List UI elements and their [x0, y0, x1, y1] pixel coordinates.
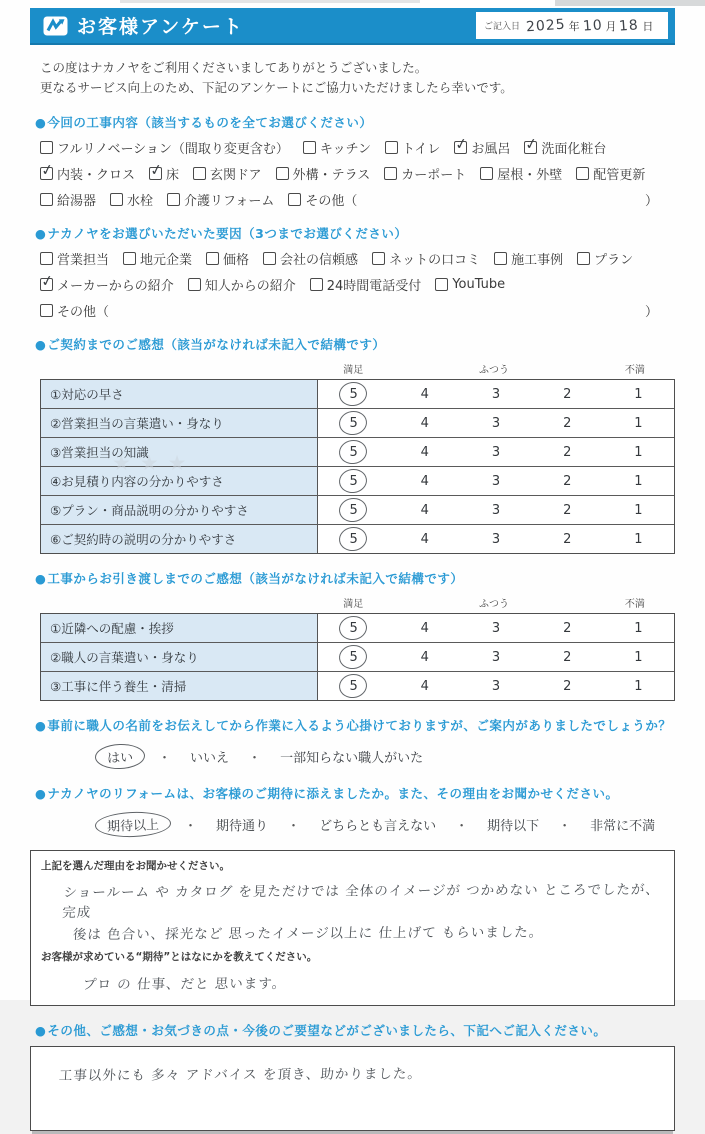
rating-cell-4[interactable]: 4: [420, 678, 429, 694]
rating-cell-1[interactable]: 1: [634, 531, 643, 547]
intro-text: [40, 58, 705, 98]
year-unit: 年: [568, 19, 580, 33]
table-row: [41, 380, 674, 408]
checkbox-option[interactable]: [372, 249, 480, 268]
option-no[interactable]: いいえ: [190, 751, 230, 766]
checkbox[interactable]: [523, 134, 540, 154]
rating-cell-2[interactable]: 2: [563, 620, 572, 636]
checkbox-option[interactable]: [303, 138, 371, 157]
rating-cell-1[interactable]: 1: [634, 473, 643, 489]
section-title-worker-notice: ●事前に職人の名前をお伝えしてから作業に入るよう心掛けておりますが、ご案内がありましたでしょうか？: [35, 718, 672, 733]
selection-circle: [337, 614, 368, 642]
table-row: [41, 614, 674, 642]
checkbox-option-other[interactable]: [40, 301, 109, 320]
checkbox-label: 玄関ドア: [210, 168, 262, 183]
rating-cell-1[interactable]: 1: [634, 386, 643, 402]
section-title-expectation: ●ナカノヤのリフォームは、お客様のご期待に添えましたか。また、その理由をお聞かせください。: [35, 786, 619, 801]
selection-circle: [337, 496, 368, 524]
section-title-table2: ●工事からお引き渡しまでのご感想（該当がなければ未記入で結構です）: [35, 571, 464, 586]
fill-date-label: ご記入日: [484, 22, 521, 32]
work-row-2: [39, 160, 670, 183]
rating-cell-2[interactable]: 2: [563, 502, 572, 518]
table-row: [41, 466, 674, 495]
scan-artifact: [120, 0, 420, 3]
checkbox-option[interactable]: [263, 249, 358, 268]
checkbox[interactable]: [40, 193, 53, 206]
selection-circle: [337, 525, 368, 553]
table-row: [41, 671, 674, 700]
option-separator: ・: [558, 819, 572, 834]
check-icon: ✓: [39, 160, 56, 180]
checkbox-option[interactable]: [148, 160, 180, 183]
checkbox-label: 知人からの紹介: [204, 279, 296, 294]
scale-label-satisfied: 満足: [343, 599, 364, 610]
other-close-paren: ）: [644, 194, 658, 209]
checkbox-label: ネットの口コミ: [389, 253, 481, 268]
scan-artifact: [555, 0, 705, 6]
checkbox[interactable]: [263, 252, 276, 265]
rating-cell-2[interactable]: 2: [563, 444, 572, 460]
checkbox-option[interactable]: [193, 164, 262, 183]
row-label: ①近隣への配慮・挨拶: [41, 614, 318, 642]
scale-label-dissatisfied: 不満: [624, 599, 645, 610]
row-label: ③営業担当の知識: [41, 438, 318, 466]
reason-prompt-2: お客様が求めている“期待”とはなにかを教えてください。: [41, 951, 318, 963]
section-title-work: ●今回の工事内容（該当するものを全てお選びください）: [35, 115, 373, 130]
rating-cell-3[interactable]: 3: [491, 531, 501, 547]
checkbox-label: 価格: [223, 253, 250, 268]
checkbox[interactable]: [435, 278, 448, 291]
option-separator: ・: [248, 751, 262, 766]
checkbox-option[interactable]: [206, 249, 249, 268]
reason-writein-box[interactable]: [30, 850, 675, 1006]
row-label: ④お見積り内容の分かりやすさ: [41, 467, 318, 495]
checkbox-label: 屋根・外壁: [497, 168, 563, 183]
checkbox-label: メーカーからの紹介: [57, 279, 174, 294]
worker-notice-options: [95, 744, 705, 769]
date-year-field[interactable]: 2025: [525, 16, 567, 35]
check-icon: ✓: [523, 134, 540, 154]
option-very-dissatisfied[interactable]: 非常に不満: [590, 819, 656, 834]
rating-cell-2[interactable]: 2: [563, 386, 572, 402]
checkbox-label: 会社の信頼感: [280, 253, 359, 268]
section-bullet: ●: [35, 226, 47, 241]
checkbox-label: 水栓: [127, 194, 154, 209]
rating-cell-3[interactable]: 3: [491, 415, 501, 431]
rating-cell-3[interactable]: 3: [491, 502, 501, 518]
rating-cell-1[interactable]: 1: [634, 620, 643, 636]
checkbox-label: その他（: [57, 305, 110, 320]
checkbox-label: 配管更新: [593, 168, 646, 183]
table-row: [41, 408, 674, 437]
section-bullet: ●: [35, 337, 47, 352]
rating-cell-4[interactable]: 4: [420, 620, 429, 636]
rating-cell-5[interactable]: 5: [318, 525, 389, 553]
fill-date-box: [476, 12, 668, 39]
checkbox-option[interactable]: [40, 138, 289, 157]
checkbox[interactable]: [206, 252, 219, 265]
scale-label-normal: ふつう: [479, 599, 510, 610]
nakanoya-logo-icon: [43, 16, 68, 36]
rating-cell-4[interactable]: 4: [420, 386, 429, 402]
checkbox[interactable]: [276, 167, 289, 180]
handwritten-answer-line2: 後は 色合い、採光など 思ったイメージ以上に 仕上げて もらいました。: [72, 924, 544, 943]
checkbox[interactable]: [193, 167, 206, 180]
rating-cell-4[interactable]: 4: [420, 473, 429, 489]
checkbox[interactable]: [148, 160, 165, 180]
handwritten-answer-2: プロ の 仕事、だと 思います。: [82, 975, 287, 993]
section-bullet: ●: [35, 786, 47, 801]
checkbox-option[interactable]: [435, 277, 505, 292]
rating-cell-5[interactable]: 5: [318, 496, 389, 524]
checkbox[interactable]: [188, 278, 201, 291]
rating-cell-5[interactable]: 5: [318, 672, 389, 700]
table-row: [41, 495, 674, 524]
checkbox-label: キッチン: [319, 142, 372, 157]
checkbox[interactable]: [123, 252, 136, 265]
option-neutral[interactable]: どちらとも言えない: [319, 819, 437, 834]
other-close-paren: ）: [644, 305, 658, 320]
day-unit: 日: [642, 19, 654, 33]
checkbox-label: その他（: [305, 194, 358, 209]
rating-cell-1[interactable]: 1: [634, 444, 643, 460]
checkbox-label: 給湯器: [57, 194, 97, 209]
page-title: お客様アンケート: [77, 16, 244, 38]
checkbox-label: 洗面化粧台: [541, 142, 607, 157]
checkbox[interactable]: [167, 193, 180, 206]
selection-circle: [337, 438, 368, 466]
rating-table-contract: [40, 379, 675, 554]
section-bullet: ●: [35, 718, 47, 733]
rating-cell-4[interactable]: 4: [420, 415, 429, 431]
scale-label-dissatisfied: 不満: [624, 365, 645, 376]
scale-header: [318, 595, 670, 610]
row-label: ②職人の言葉遣い・身なり: [41, 643, 318, 671]
checkbox[interactable]: [310, 278, 323, 291]
table-row: [41, 524, 674, 553]
selection-circle: [337, 643, 368, 671]
rating-cell-3[interactable]: 3: [491, 620, 501, 636]
checkbox-option[interactable]: [167, 190, 274, 209]
section-title-choice: ●ナカノヤをお選びいただいた要因（3つまでお選びください）: [35, 226, 408, 241]
other-writein-box[interactable]: [30, 1046, 675, 1131]
scale-label-satisfied: 満足: [343, 365, 364, 376]
work-row-1: [40, 134, 670, 157]
checkbox-label: プラン: [594, 253, 634, 268]
section-bullet: ●: [35, 115, 47, 130]
checkbox-label: 内装・クロス: [57, 168, 136, 183]
selection-circle: [337, 467, 368, 495]
option-below-expectation[interactable]: 期待以下: [487, 819, 540, 834]
selection-circle: [337, 380, 368, 408]
checkbox[interactable]: [40, 252, 53, 265]
checkbox-label: カーポート: [401, 168, 467, 183]
rating-cell-3[interactable]: 3: [491, 386, 501, 402]
checkbox-option[interactable]: [39, 160, 136, 183]
checkbox[interactable]: [453, 134, 470, 154]
checkbox-option[interactable]: [523, 134, 607, 157]
rating-cell-5[interactable]: 5: [318, 643, 389, 671]
rating-cell-1[interactable]: 1: [634, 502, 643, 518]
rating-cell-4[interactable]: 4: [420, 444, 429, 460]
handwritten-other-answer: 工事以外にも 多々 アドバイス を頂き、助かりました。: [58, 1066, 423, 1084]
checkbox[interactable]: [384, 167, 397, 180]
rating-cell-2[interactable]: 2: [563, 415, 572, 431]
checkbox-option[interactable]: [480, 164, 562, 183]
checkbox-label: 施工事例: [511, 253, 564, 268]
checkbox-label: お風呂: [471, 142, 511, 157]
checkbox[interactable]: [110, 193, 123, 206]
checkbox[interactable]: [40, 141, 53, 154]
checkbox[interactable]: [385, 141, 398, 154]
rating-table-handover: [40, 613, 675, 701]
row-label: ⑤プラン・商品説明の分かりやすさ: [41, 496, 318, 524]
rating-cell-1[interactable]: 1: [634, 415, 643, 431]
rating-cell-2[interactable]: 2: [563, 531, 572, 547]
checkbox-label: フルリノベーション（間取り変更含む）: [57, 142, 289, 157]
checkbox-option[interactable]: [494, 249, 563, 268]
checkbox-option[interactable]: [110, 190, 153, 209]
checkbox-option[interactable]: [188, 275, 296, 294]
row-label: ⑥ご契約時の説明の分かりやすさ: [41, 525, 318, 553]
checkbox-option[interactable]: [40, 249, 109, 268]
table-row: [41, 437, 674, 466]
row-label: ②営業担当の言葉遣い・身なり: [41, 409, 318, 437]
checkbox-label: トイレ: [402, 142, 441, 157]
reason-prompt-1: 上記を選んだ理由をお聞かせください。: [41, 860, 230, 872]
checkbox-label: 営業担当: [57, 253, 110, 268]
rating-cell-1[interactable]: 1: [634, 678, 643, 694]
option-separator: ・: [455, 819, 469, 834]
scale-label-normal: ふつう: [479, 365, 510, 376]
checkbox[interactable]: [303, 141, 316, 154]
rating-cell-1[interactable]: 1: [634, 649, 643, 665]
checkbox-option[interactable]: [276, 164, 371, 183]
scale-header: [318, 361, 670, 376]
check-icon: ✓: [148, 160, 165, 180]
rating-cell-3[interactable]: 3: [491, 444, 501, 460]
rating-cell-4[interactable]: 4: [420, 502, 429, 518]
checkbox[interactable]: [577, 252, 590, 265]
section-title-table1: ●ご契約までのご感想（該当がなければ未記入で結構です）: [35, 337, 386, 352]
section-bullet: ●: [35, 571, 47, 586]
rating-cell-2[interactable]: 2: [563, 678, 572, 694]
checkbox[interactable]: [480, 167, 493, 180]
checkbox-label: 24時間電話受付: [326, 279, 422, 294]
month-unit: 月: [605, 19, 617, 33]
option-yes[interactable]: はい: [95, 743, 146, 770]
checkbox-label: 床: [166, 168, 180, 183]
intro-line2: 更なるサービス向上のため、下記のアンケートにご協力いただけましたら幸いです。: [40, 80, 513, 95]
rating-cell-3[interactable]: 3: [491, 473, 501, 489]
header-bar: [30, 8, 675, 45]
rating-cell-3[interactable]: 3: [491, 678, 501, 694]
checkbox-option[interactable]: [453, 134, 511, 157]
checkbox-label: 介護リフォーム: [184, 194, 275, 209]
rating-cell-5[interactable]: 5: [318, 438, 389, 466]
rating-cell-5[interactable]: 5: [318, 380, 389, 408]
checkbox[interactable]: [288, 193, 301, 206]
checkbox[interactable]: [39, 271, 56, 291]
checkbox-option[interactable]: [310, 275, 422, 294]
rating-cell-2[interactable]: 2: [563, 473, 572, 489]
option-above-expectation[interactable]: 期待以上: [95, 811, 172, 839]
row-label: ①対応の早さ: [41, 380, 318, 408]
option-separator: ・: [158, 751, 172, 766]
section-title-other: ●その他、ご感想・お気づきの点・今後のご要望などがございましたら、下記へご記入ください。: [35, 1023, 607, 1038]
check-icon: ✓: [39, 271, 56, 291]
checkbox-option[interactable]: [39, 271, 174, 294]
rating-cell-4[interactable]: 4: [420, 649, 429, 665]
checkbox[interactable]: [40, 304, 53, 317]
date-day-field[interactable]: 18: [618, 16, 640, 35]
intro-line1: この度はナカノヤをご利用くださいましてありがとうございました。: [40, 60, 428, 75]
checkbox-option-other[interactable]: [288, 190, 357, 209]
checkbox-option[interactable]: [577, 249, 633, 268]
selection-circle: [337, 672, 368, 700]
expectation-options: [95, 812, 705, 837]
option-separator: ・: [287, 819, 301, 834]
check-icon: ✓: [453, 134, 470, 154]
rating-cell-3[interactable]: 3: [491, 649, 501, 665]
choice-row-1: [40, 249, 670, 268]
table-row: [41, 642, 674, 671]
checkbox[interactable]: [372, 252, 385, 265]
work-row-3: [40, 190, 670, 209]
watermark-stars: ★★★: [112, 451, 196, 475]
option-some-unknown[interactable]: 一部知らない職人がいた: [280, 751, 424, 766]
row-label: ③工事に伴う養生・清掃: [41, 672, 318, 700]
rating-cell-4[interactable]: 4: [420, 531, 429, 547]
checkbox[interactable]: [494, 252, 507, 265]
choice-row-2: [39, 271, 670, 294]
checkbox[interactable]: [576, 167, 589, 180]
checkbox-label: 外構・テラス: [292, 168, 371, 183]
rating-cell-2[interactable]: 2: [563, 649, 572, 665]
checkbox-option[interactable]: [576, 164, 645, 183]
choice-row-3: [40, 301, 670, 320]
checkbox-option[interactable]: [123, 249, 192, 268]
handwritten-answer-line1: ショールーム や カタログ を見ただけでは 全体のイメージが つかめない ところでしたが、完成: [61, 881, 661, 921]
rating-cell-5[interactable]: 5: [318, 409, 389, 437]
rating-cell-5[interactable]: 5: [318, 467, 389, 495]
date-month-field[interactable]: 10: [582, 16, 604, 35]
checkbox-option[interactable]: [385, 138, 440, 157]
checkbox-option[interactable]: [384, 164, 466, 183]
checkbox-option[interactable]: [40, 190, 96, 209]
checkbox-label: YouTube: [452, 277, 506, 292]
selection-circle: [337, 409, 368, 437]
checkbox-label: 地元企業: [140, 253, 193, 268]
rating-cell-5[interactable]: 5: [318, 614, 389, 642]
checkbox[interactable]: [39, 160, 56, 180]
option-as-expected[interactable]: 期待通り: [216, 819, 269, 834]
section-bullet: ●: [35, 1023, 47, 1038]
option-separator: ・: [184, 819, 198, 834]
